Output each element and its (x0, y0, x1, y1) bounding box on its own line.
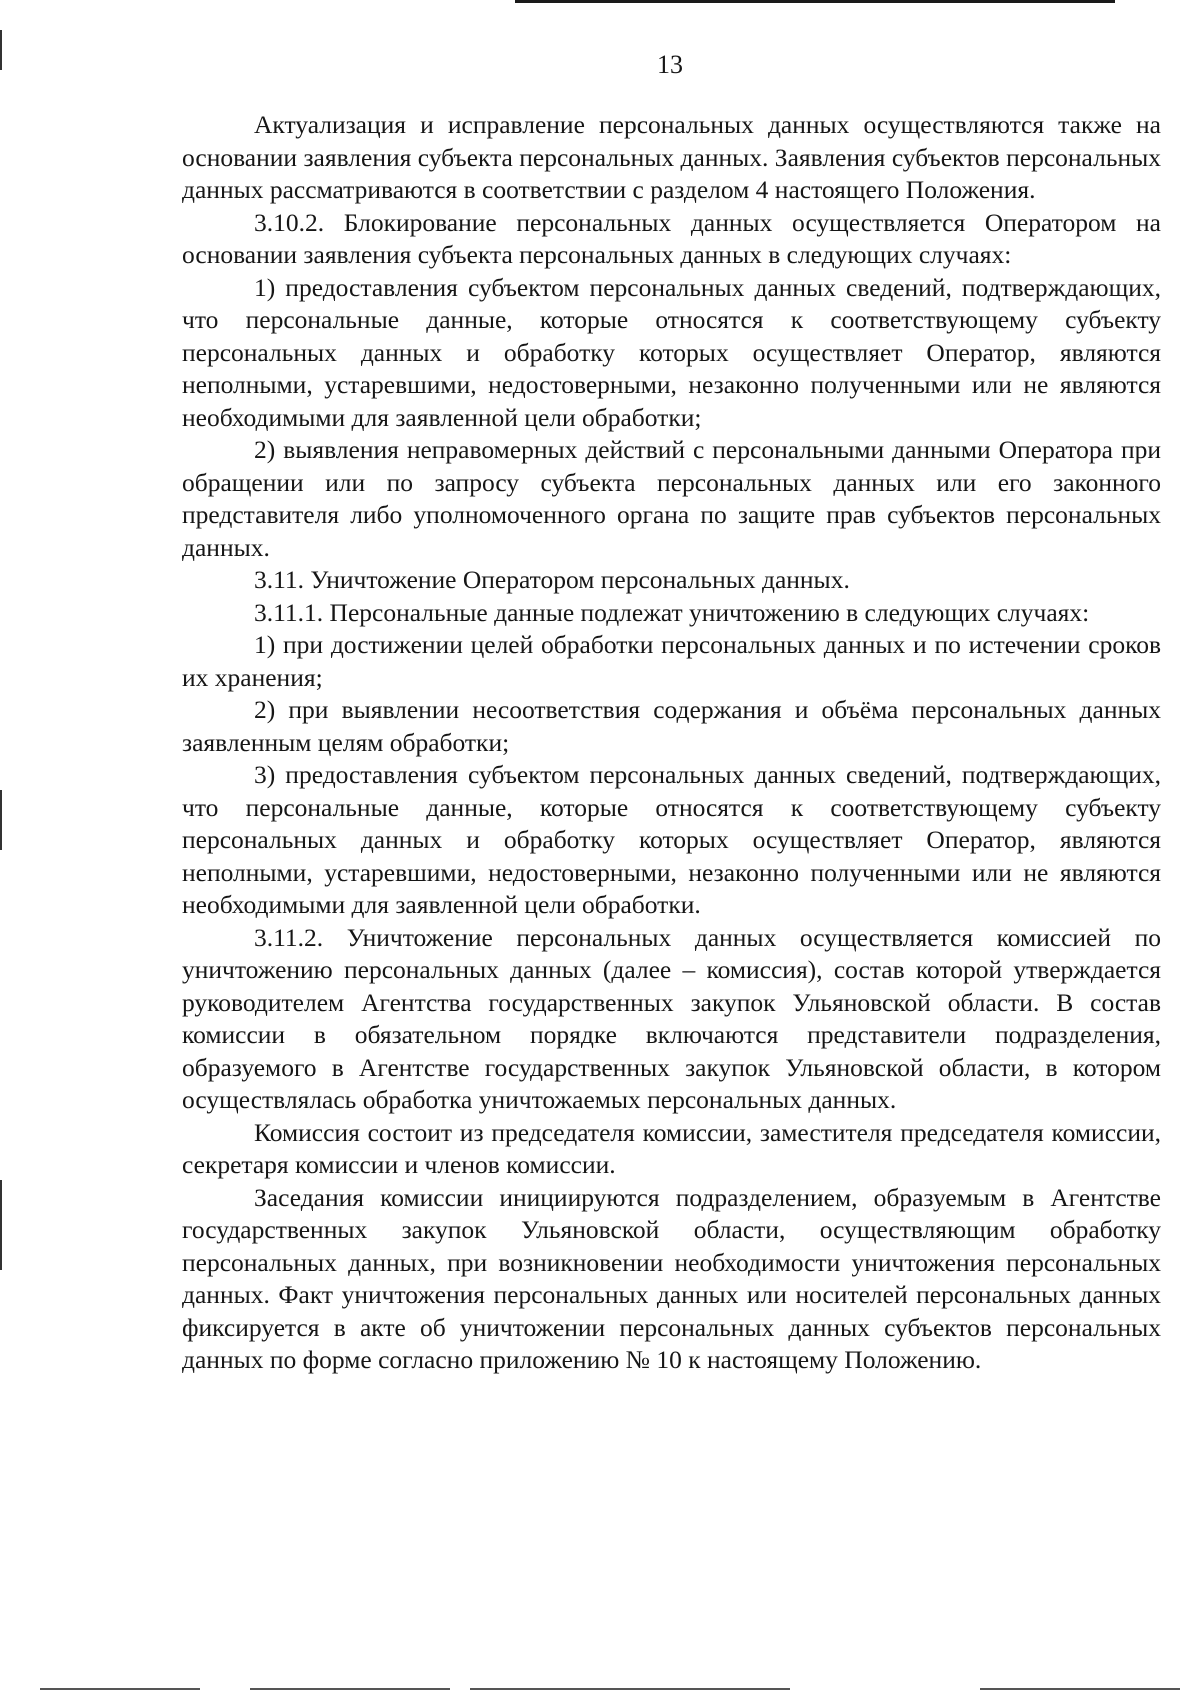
paragraph: 2) при выявлении несоответствия содержания и объёма персональных данных заявленным целям обработки; (182, 695, 1161, 757)
paragraph: 2) выявления неправомерных действий с персональными данными Оператора при обращении или по запросу субъекта персональных данных или его законного представителя либо уполномоченного органа по защите прав субъектов персональных данных. (182, 435, 1161, 562)
paragraph: 3.11.2. Уничтожение персональных данных осуществляется комиссией по уничтожению персональных данных (далее – комиссия), состав которой утверждается руководителем Агентства государственных закупок Ульяновской области. В состав комиссии в обязательном порядке включаются представители подразделения, образуемого в Агентстве государственных закупок Ульяновской области, в котором осуществлялась обработка уничтожаемых персональных данных. (182, 922, 1161, 1114)
scan-border-top (515, 0, 1115, 3)
scan-border-bottom (470, 1688, 790, 1690)
scan-border-left (0, 1180, 2, 1270)
document-body (182, 109, 1161, 1377)
scan-border-left (0, 790, 2, 850)
paragraph: 3.10.2. Блокирование персональных данных осуществляется Оператором на основании заявления субъекта персональных данных в следующих случаях: (182, 207, 1161, 269)
scan-border-bottom (980, 1688, 1180, 1690)
paragraph: Комиссия состоит из председателя комиссии, заместителя председателя комиссии, секретаря комиссии и членов комиссии. (182, 1117, 1161, 1179)
scan-border-bottom (250, 1688, 450, 1690)
paragraph: 3) предоставления субъектом персональных данных сведений, подтверждающих, что персональные данные, которые относятся к соответствующему субъекту персональных данных и обработку которых осуществляет Оператор, являются неполными, устаревшими, недостоверными, незаконно полученными или не являются необходимыми для заявленной цели обработки. (182, 760, 1161, 919)
paragraph: 3.11. Уничтожение Оператором персональных данных. (254, 565, 850, 594)
paragraph: Заседания комиссии инициируются подразделением, образуемым в Агентстве государственных закупок Ульяновской области, осуществляющим обработку персональных данных, при возникновении необходимости уничтожения персональных данных. Факт уничтожения персональных данных или носителей персональных данных фиксируется в акте об уничтожении персональных данных субъектов персональных данных по форме согласно приложению № 10 к настоящему Положению. (182, 1182, 1161, 1374)
paragraph: 1) предоставления субъектом персональных данных сведений, подтверждающих, что персональные данные, которые относятся к соответствующему субъекту персональных данных и обработку которых осуществляет Оператор, являются неполными, устаревшими, недостоверными, незаконно полученными или не являются необходимыми для заявленной цели обработки; (182, 272, 1161, 432)
scan-border-bottom (40, 1688, 200, 1690)
paragraph: 3.11.1. Персональные данные подлежат уничтожению в следующих случаях: (254, 597, 1090, 627)
page-number: 13 (657, 50, 683, 79)
paragraph: Актуализация и исправление персональных данных осуществляются также на основании заявления субъекта персональных данных. Заявления субъектов персональных данных рассматриваются в соответствии с разделом 4 настоящего Положения. (182, 110, 1161, 204)
paragraph: 1) при достижении целей обработки персональных данных и по истечении сроков их хранения; (182, 630, 1161, 692)
